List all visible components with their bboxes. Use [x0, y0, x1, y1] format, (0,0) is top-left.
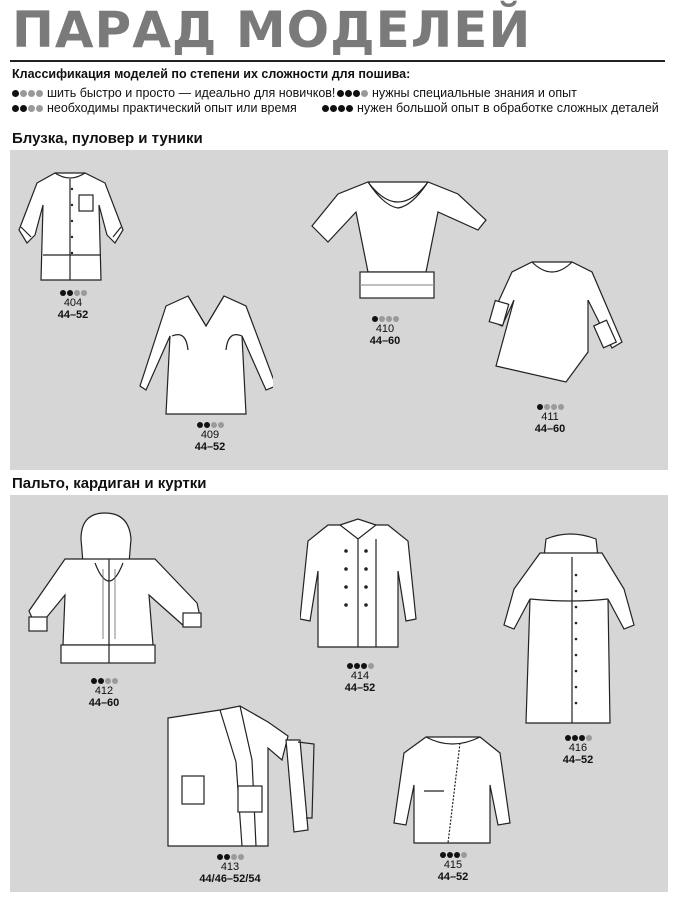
section-panel-tops — [10, 150, 668, 470]
model-sizes: 44–52 — [562, 754, 594, 766]
model-card-412[interactable] — [25, 509, 210, 669]
model-label-404 — [43, 290, 103, 321]
difficulty-dots-2 — [12, 105, 43, 112]
model-card-404[interactable] — [15, 165, 130, 285]
section-title-coats: Пальто, кардиган и куртки — [12, 475, 207, 492]
model-number: 411 — [541, 411, 559, 423]
model-sizes: 44–52 — [344, 682, 376, 694]
blouse-sketch-icon — [15, 165, 130, 285]
legend-text: нужен большой опыт в обработке сложных деталей — [357, 101, 659, 115]
page-title: ПАРАД МОДЕЛЕЙ — [12, 1, 532, 59]
section-panel-coats — [10, 495, 668, 892]
model-number: 413 — [220, 861, 240, 873]
hooded-jacket-sketch-icon — [25, 509, 210, 669]
model-number: 409 — [200, 429, 220, 441]
difficulty-dots-3 — [337, 90, 368, 97]
classification-title: Классификация моделей по степени их сложности для пошива: — [12, 67, 411, 81]
difficulty-dots — [355, 316, 415, 322]
legend-item-level-3 — [337, 86, 577, 100]
double-breasted-coat-sketch-icon — [300, 511, 420, 651]
difficulty-dots — [43, 290, 103, 296]
zip-jacket-sketch-icon — [390, 727, 520, 847]
difficulty-dots — [423, 852, 483, 858]
model-number: 404 — [63, 297, 83, 309]
legend-text: необходимы практический опыт или время — [47, 101, 297, 115]
model-label-415 — [423, 852, 483, 883]
title-divider — [10, 60, 665, 62]
difficulty-dots — [520, 404, 580, 410]
model-label-412 — [74, 678, 134, 709]
model-number: 410 — [375, 323, 395, 335]
model-sizes: 44–60 — [369, 335, 401, 347]
legend-item-level-4 — [322, 101, 659, 115]
model-sizes: 44–60 — [88, 697, 120, 709]
difficulty-dots — [330, 663, 390, 669]
model-label-414 — [330, 663, 390, 694]
legend-item-level-1 — [12, 86, 335, 100]
difficulty-dots — [180, 854, 280, 860]
model-card-416[interactable] — [500, 529, 640, 729]
model-sizes: 44–60 — [534, 423, 566, 435]
model-number: 415 — [443, 859, 463, 871]
model-label-416 — [548, 735, 608, 766]
tunic-vneck-sketch-icon — [138, 290, 273, 418]
long-coat-sketch-icon — [500, 529, 640, 729]
model-label-410 — [355, 316, 415, 347]
model-sizes: 44–52 — [437, 871, 469, 883]
section-title-tops: Блузка, пуловер и туники — [12, 130, 203, 147]
model-card-413[interactable] — [160, 700, 335, 850]
difficulty-dots — [180, 422, 240, 428]
model-number: 414 — [350, 670, 370, 682]
model-sizes: 44/46–52/54 — [199, 873, 261, 885]
model-number: 416 — [568, 742, 588, 754]
model-card-411[interactable] — [486, 256, 626, 386]
wrap-cardigan-sketch-icon — [160, 700, 335, 850]
difficulty-dots-4 — [322, 105, 353, 112]
legend-text: нужны специальные знания и опыт — [372, 86, 577, 100]
model-card-415[interactable] — [390, 727, 520, 847]
difficulty-dots — [74, 678, 134, 684]
difficulty-dots — [548, 735, 608, 741]
model-card-409[interactable] — [138, 290, 273, 418]
model-card-410[interactable] — [308, 172, 490, 302]
model-label-413 — [180, 854, 280, 885]
legend-text: шить быстро и просто — идеально для новичков! — [47, 86, 336, 100]
legend-item-level-2 — [12, 101, 297, 115]
difficulty-dots-1 — [12, 90, 43, 97]
tunic-asymmetric-sketch-icon — [486, 256, 626, 386]
model-sizes: 44–52 — [57, 309, 89, 321]
model-sizes: 44–52 — [194, 441, 226, 453]
model-label-409 — [180, 422, 240, 453]
model-card-414[interactable] — [300, 511, 420, 651]
model-number: 412 — [94, 685, 114, 697]
pullover-cowl-sketch-icon — [308, 172, 490, 302]
model-label-411 — [520, 404, 580, 435]
